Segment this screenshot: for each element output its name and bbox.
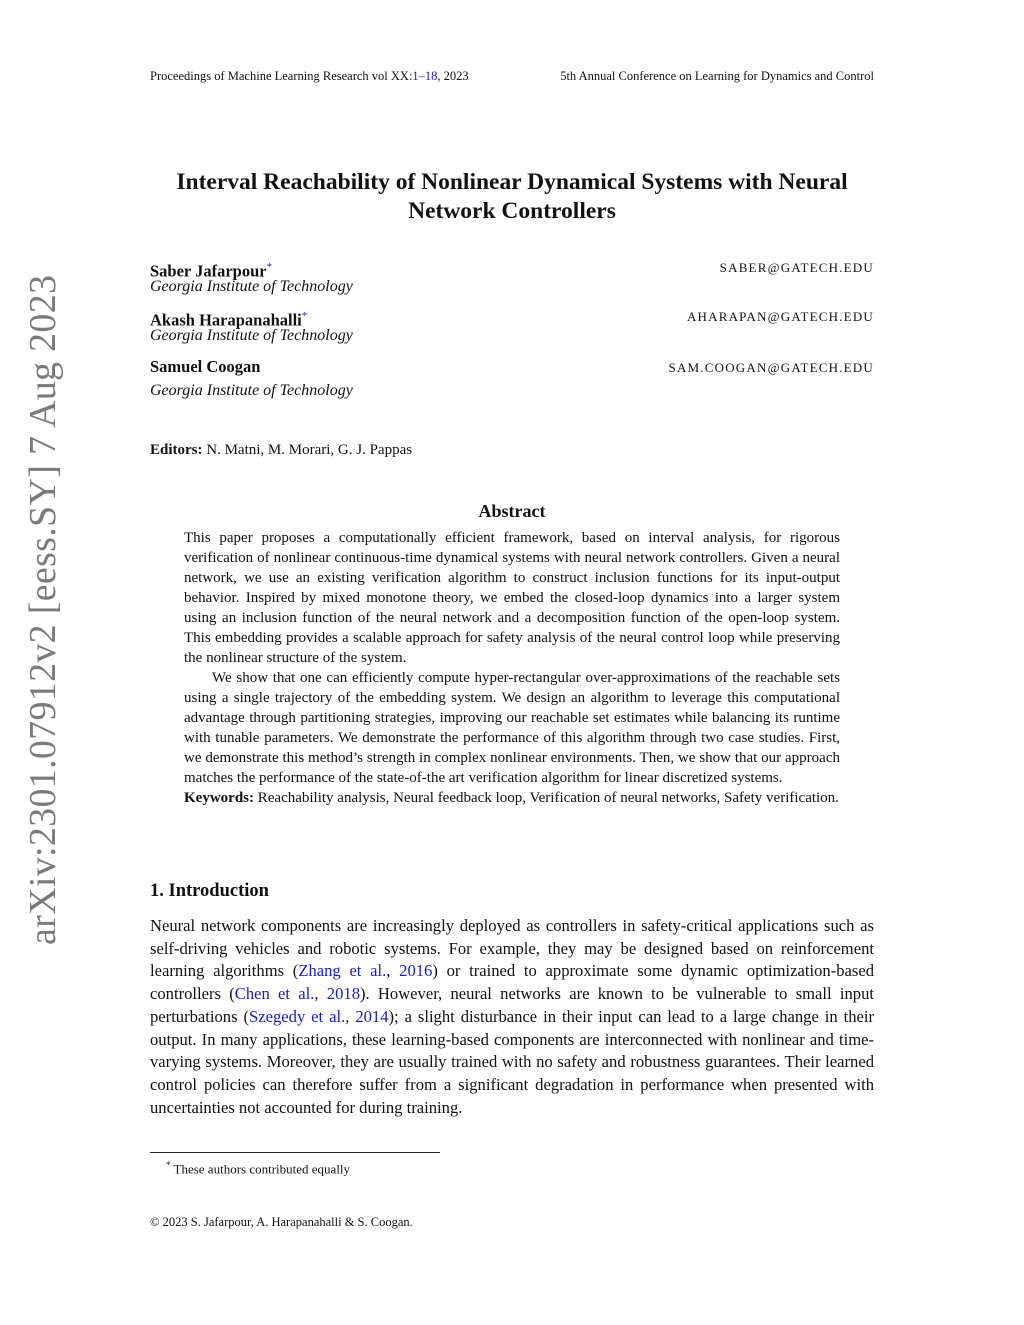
intro-text: Neural network components are increasingly deployed as controllers in safety-critical applications such as self-driving vehicles and robotic systems. For example, they may be designed based on reinforcement learning algorithms (	[150, 916, 874, 981]
running-head-left-suffix: , 2023	[437, 69, 469, 83]
intro-text: ); a slight disturbance in their input can lead to a large change in their output. In many applications, these learning-based components are interconnected with nonlinear and time-varying systems. Moreover, they are usually trained with no safety and robustness guarantees. Their learned control policies can therefore suffer from a significant degradation in performance when presented with uncertainties not accounted for during training.	[150, 1006, 874, 1117]
footnote	[166, 1157, 350, 1177]
author-email: SABER@GATECH.EDU	[719, 260, 874, 275]
citation-link[interactable]: Zhang et al.	[298, 961, 387, 981]
citation-year-link[interactable]: 2016	[399, 961, 433, 981]
citation-year-link[interactable]: 2014	[355, 1006, 389, 1026]
footnote-text: These authors contributed equally	[173, 1161, 351, 1177]
author-email: SAM.COOGAN@GATECH.EDU	[668, 360, 874, 375]
keywords	[184, 788, 840, 808]
paper-title: Interval Reachability of Nonlinear Dynamical Systems with Neural Network Controllers	[176, 169, 848, 224]
section-heading-introduction: 1. Introduction	[150, 881, 269, 901]
author-email: AHARAPAN@GATECH.EDU	[686, 309, 874, 324]
author-name-text: Akash Harapanahalli	[150, 310, 302, 330]
footnote-mark: *	[166, 1160, 171, 1170]
page-range-link[interactable]: 1–18	[412, 69, 438, 83]
author-affiliation: Georgia Institute of Technology	[150, 382, 353, 399]
copyright-notice: © 2023 S. Jafarpour, A. Harapanahalli & S. Coogan.	[150, 1215, 413, 1229]
arxiv-stamp: arXiv:2301.07912v2 [eess.SY] 7 Aug 2023	[22, 274, 64, 945]
running-head-left	[150, 68, 469, 84]
editors-names: N. Matni, M. Morari, G. J. Pappas	[206, 442, 413, 458]
equal-contribution-mark[interactable]: *	[301, 310, 308, 322]
author-name-text: Samuel Coogan	[150, 357, 261, 376]
abstract-body	[184, 528, 840, 808]
equal-contribution-mark[interactable]: *	[266, 261, 273, 273]
introduction-body	[150, 915, 874, 1119]
intro-text: ) or trained to approximate some dynamic optimization-based controllers (	[150, 961, 874, 1004]
keywords-text: Reachability analysis, Neural feedback loop, Verification of neural networks, Safety verification.	[257, 790, 839, 806]
running-head-right: 5th Annual Conference on Learning for Dynamics and Control	[560, 69, 874, 83]
citation-link[interactable]: Szegedy et al.	[249, 1006, 346, 1026]
author-name-text: Saber Jafarpour	[150, 261, 267, 281]
citation-year-link[interactable]: 2018	[326, 984, 360, 1004]
editors-label: Editors:	[150, 442, 203, 458]
author-affiliation: Georgia Institute of Technology	[150, 278, 353, 295]
keywords-label: Keywords:	[184, 790, 254, 806]
citation-link[interactable]: Chen et al.	[234, 984, 315, 1004]
editors-line	[150, 440, 412, 460]
running-head-left-prefix: Proceedings of Machine Learning Research vol XX:	[150, 69, 413, 83]
abstract-paragraph: We show that one can efficiently compute hyper-rectangular over-approximations of the reachable sets using a single trajectory of the embedding system. We design an algorithm to leverage this computational advantage through partitioning strategies, improving our reachable set estimates while balancing its runtime with tunable parameters. We demonstrate the performance of this algorithm through two case studies. First, we demonstrate this method’s strength in complex nonlinear environments. Then, we show that our approach matches the performance of the state-of-the art verification algorithm for linear discretized systems.	[184, 670, 840, 786]
author-affiliation: Georgia Institute of Technology	[150, 327, 353, 344]
abstract-paragraph: This paper proposes a computationally efficient framework, based on interval analysis, for rigorous verification of nonlinear continuous-time dynamical systems with neural network controllers. Given a neural network, we use an existing verification algorithm to construct inclusion functions for its input-output behavior. Inspired by mixed monotone theory, we embed the closed-loop dynamics into a larger system using an inclusion function of the neural network and a decomposition function of the open-loop system. This embedding provides a scalable approach for safety analysis of the neural control loop while preserving the nonlinear structure of the system.	[184, 530, 840, 666]
intro-text: ). However, neural networks are known to be vulnerable to small input perturbations (	[150, 984, 875, 1026]
author-name	[150, 357, 260, 377]
footnote-divider	[150, 1152, 440, 1153]
abstract-heading: Abstract	[478, 501, 546, 521]
introduction-paragraph: Neural network components are increasingly deployed as controllers in safety-critical applications such as self-driving vehicles and robotic systems. For example, they may be designed based on reinforcement learning algorithms (Zhang et al., 2016) or trained to approximate some dynamic optimization-based controllers (Chen et al., 2018). However, neural networks are known to be vulnerable to small input perturbations (Szegedy et al., 2014); a slight disturbance in their input can lead to a large change in their output. In many applications, these learning-based components are interconnected with nonlinear and time-varying systems. Moreover, they are usually trained with no safety and robustness guarantees. Their learned control policies can therefore suffer from a significant degradation in performance when presented with uncertainties not accounted for during training.	[150, 916, 875, 1117]
